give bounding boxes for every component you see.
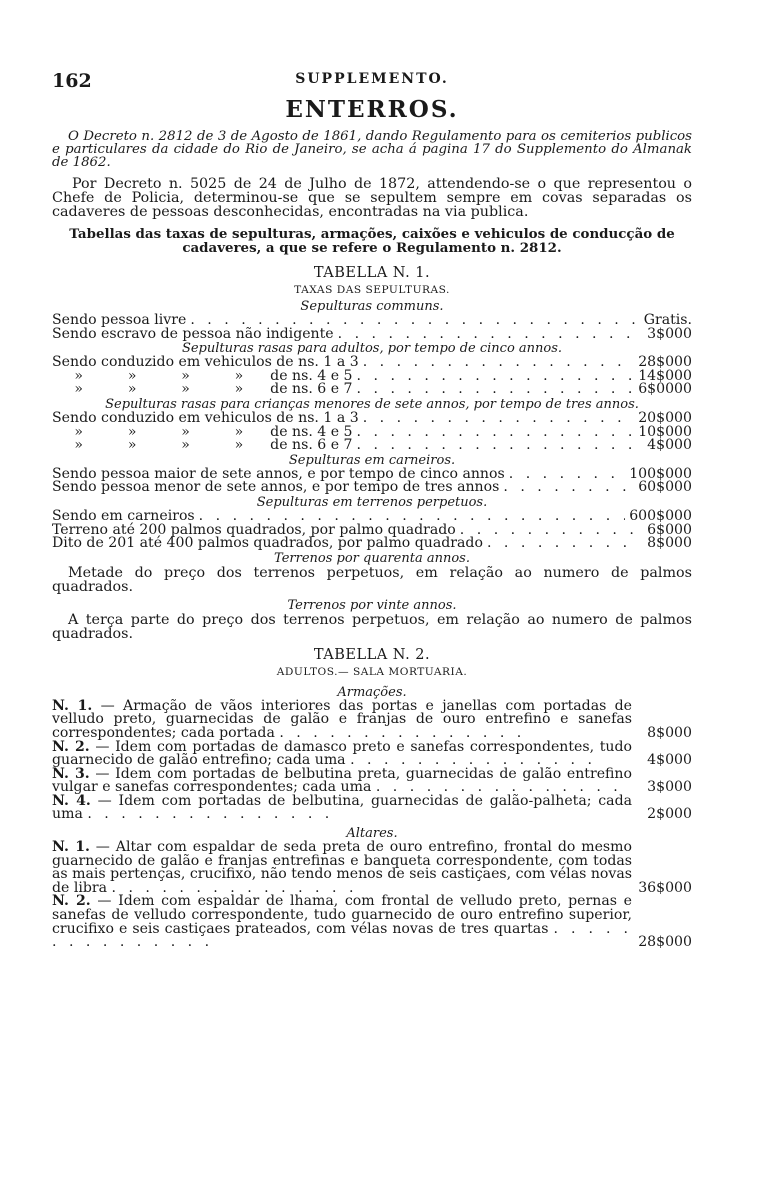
item-price: 28$000 [638,934,692,951]
row-label: Sendo escravo de pessoa não indigente [52,325,334,342]
row-price: 20$000 [638,409,692,426]
category-heading: Sepulturas rasas para adultos, por tempo de cinco annos. [181,341,563,357]
item-price: 3$000 [647,779,692,796]
list-item [52,697,692,741]
category-text: A terça parte do preço dos terrenos perpetuos, em relação ao numero de palmos quadrados. [52,611,692,642]
category-heading: Sepulturas em terrenos perpetuos. [256,494,488,510]
row-label: Sendo pessoa maior de sete annos, e por tempo de cinco annos [52,465,505,482]
item-text: — Armação de vãos interiores das portas e janellas com portadas de velludo preto, guarnecidas de galão e franjas de ouro entrefino e sanefas correspondentes; cada portada [52,697,632,741]
item-price: 2$000 [647,806,692,823]
row-price: 8$000 [647,535,692,552]
tariff-row [52,481,692,495]
item-price: 36$000 [638,879,692,896]
tabella-2-title: TABELLA N. 2. [313,646,431,663]
item-price: 8$000 [647,724,692,741]
row-label: » » » » de ns. 6 e 7 [52,381,353,398]
row-price: 3$000 [647,325,692,342]
row-label: Sendo conduzido em vehiculos de ns. 1 a 3 [52,354,359,371]
item-text: — Idem com portadas de belbutina preta, guarnecidas de galão entrefino vulgar e sanefas correspondentes; cada uma [52,765,632,796]
tabella-1-title: TABELLA N. 1. [313,265,431,281]
item-text: — Idem com portadas de belbutina, guarnecidas de galão-palheta; cada uma [52,792,632,823]
tariff-row [52,325,692,342]
item-number: N. 2. [52,893,91,910]
list-item [52,792,692,823]
item-number: N. 2. [52,738,90,755]
tabella-1-subtitle: TAXAS DAS SEPULTURAS. [294,284,450,296]
category-heading: Altares. [346,826,398,842]
item-text: — Idem com portadas de damasco preto e sanefas correspondentes, tudo guarnecido de galão entrefino; cada uma [52,738,632,769]
item-number: N. 1. [52,839,90,856]
row-label: Dito de 201 até 400 palmos quadrados, por palmo quadrado [52,535,483,552]
tariff-row [52,383,692,397]
category-heading: Sepulturas rasas para crianças menores de sete annos, por tempo de tres annos. [105,396,639,412]
tariff-row [52,537,692,551]
list-item [52,841,692,895]
item-price: 4$000 [647,752,692,769]
item-number: N. 4. [52,792,91,809]
row-label: Sendo conduzido em vehiculos de ns. 1 a 3 [52,409,359,426]
tariff-row [52,439,692,453]
category-heading: Sepulturas communs. [300,299,444,314]
page [52,70,692,950]
tabella-1 [52,265,692,641]
list-item [52,738,692,769]
row-price: 10$000 [638,423,692,440]
row-price: 14$000 [638,367,692,384]
row-price: Gratis. [643,312,692,328]
section-title: ENTERROS. [285,96,459,123]
row-price: 600$000 [629,507,692,524]
row-price: 60$000 [638,479,692,496]
intro-paragraph: O Decreto n. 2812 de 3 de Agosto de 1861, dando Regulamento para os cemiterios publicos e particulares da cidade do Rio de Janeiro, se acha á pagina 17 do Supplemento do Almanak de 1862. [52,129,692,170]
tabellas-heading: Tabellas das taxas de sepulturas, armações, caixões e vehiculos de conducção de cadaveres, a que se refere o Regulamento n. 2812. [69,226,675,256]
row-label: » » » » de ns. 6 e 7 [52,437,353,454]
row-label: Sendo pessoa livre [52,312,187,328]
category-heading: Sepulturas em carneiros. [288,452,456,468]
row-label: » » » » de ns. 4 e 5 [52,367,353,384]
tabella-2 [52,647,692,950]
item-number: N. 1. [52,697,93,714]
list-item [52,765,692,796]
category-heading: Terrenos por quarenta annos. [274,550,470,566]
running-title: SUPPLEMENTO. [295,71,449,87]
page-number: 162 [52,70,92,92]
row-price: 6$000 [647,521,692,538]
page-header [52,70,692,96]
category-heading: Armações. [337,684,407,700]
item-text: — Idem com espaldar de lhama, com frontal de velludo preto, pernas e sanefas de velludo correspondente, tudo guarnecido de ouro entrefino superior, crucifixo e seis castiçaes prateados, com vélas novas de tres quartas [52,893,632,937]
list-item [52,895,692,949]
tabella-2-subtitle: ADULTOS.— SALA MORTUARIA. [276,665,468,678]
row-price: 100$000 [629,465,692,482]
row-label: Sendo pessoa menor de sete annos, e por tempo de tres annos [52,479,500,496]
row-price: 6$0000 [638,381,692,398]
row-price: 28$000 [638,354,692,371]
item-text: — Altar com espaldar de seda preta de ouro entrefino, frontal do mesmo guarnecido de galão e franjas entrefinas e banqueta correspondente, com todas as mais pertenças, crucifixo, não tendo menos de seis castiçaes, com vélas novas de libra [52,839,632,896]
category-text: Metade do preço dos terrenos perpetuos, em relação ao numero de palmos quadrados. [52,564,692,595]
row-label: » » » » de ns. 4 e 5 [52,423,353,440]
category-heading: Terrenos por vinte annos. [287,597,457,613]
decree-paragraph: Por Decreto n. 5025 de 24 de Julho de 1872, attendendo-se o que representou o Chefe de Policia, determinou-se que se sepultem sempre em covas separadas os cadaveres de pessoas desconhecidas, encontradas na via publica. [52,176,692,220]
row-price: 4$000 [647,437,692,454]
item-number: N. 3. [52,765,90,782]
row-label: Sendo em carneiros [52,507,195,524]
row-label: Terreno até 200 palmos quadrados, por palmo quadrado [52,521,456,538]
